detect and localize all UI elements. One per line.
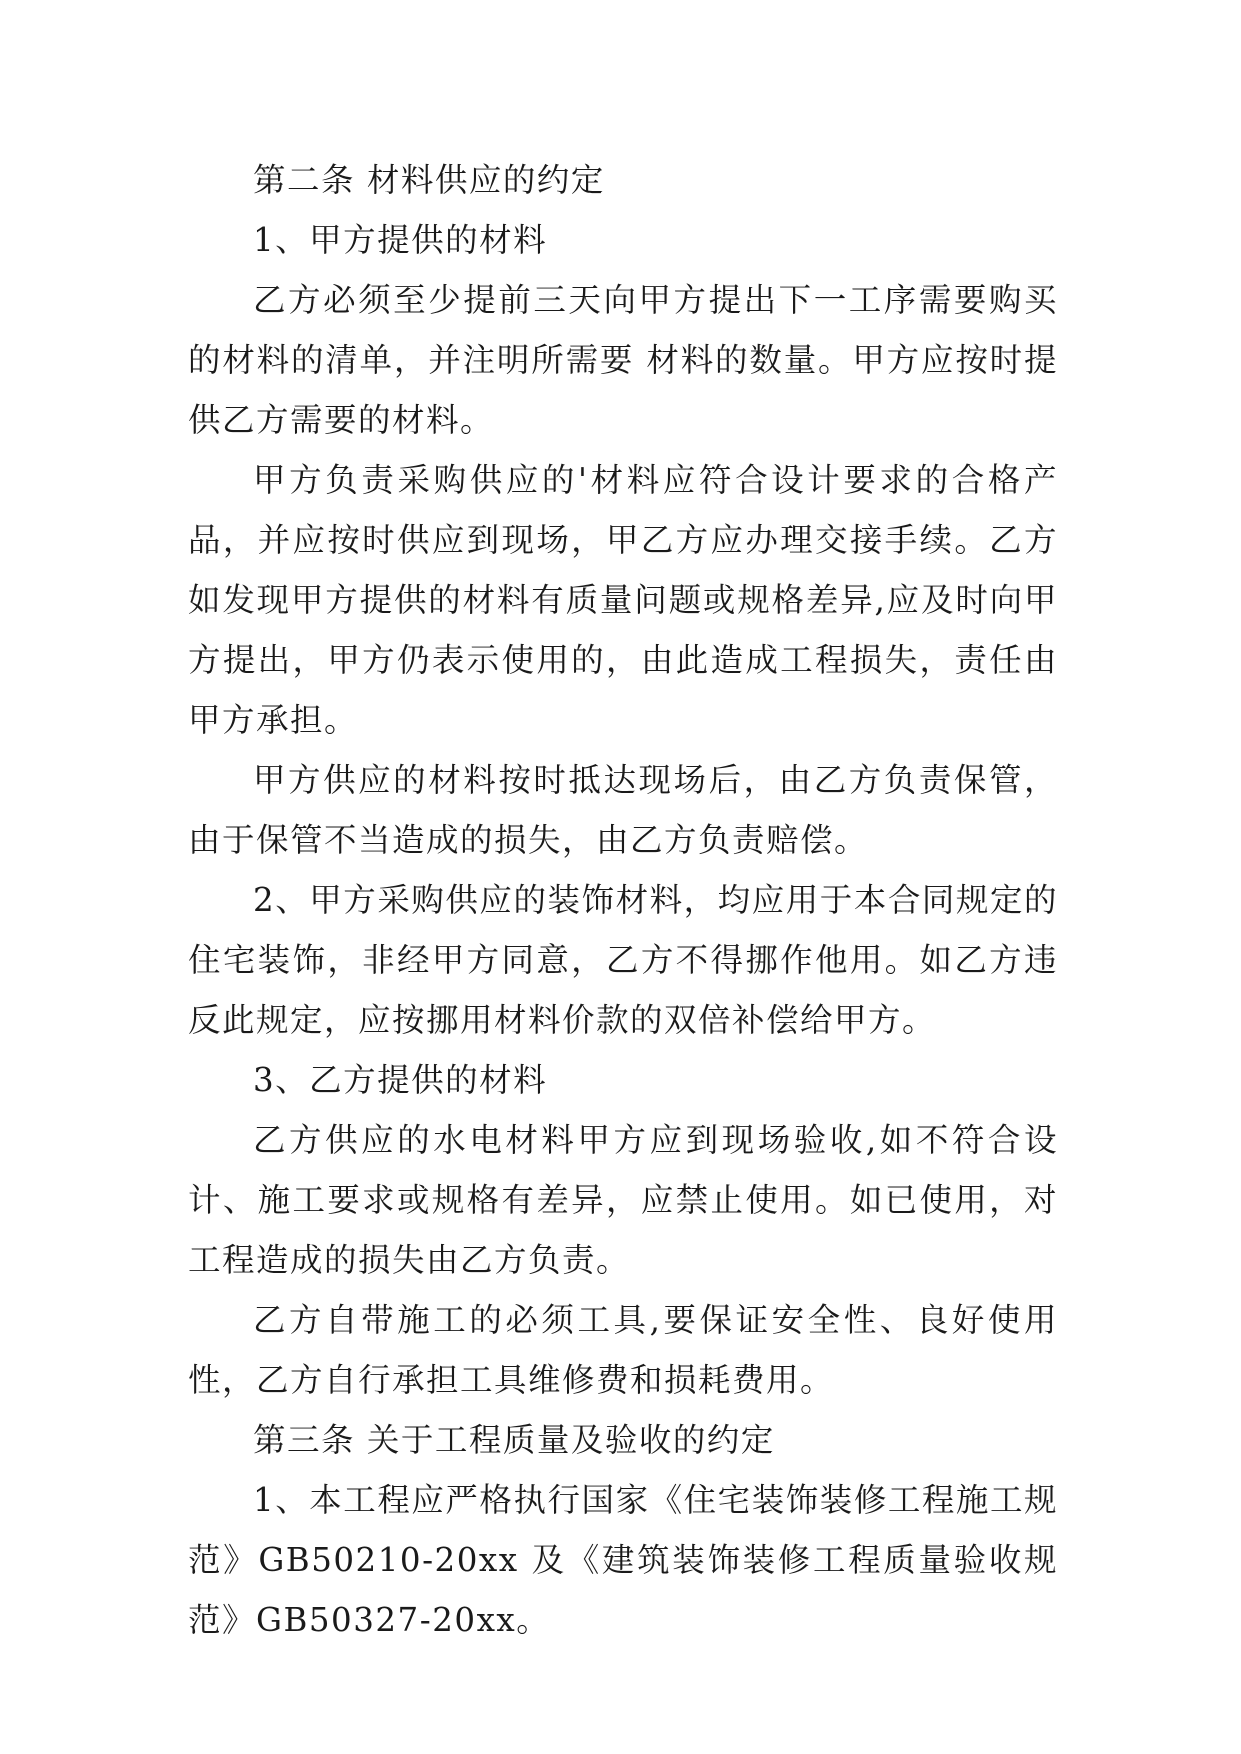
- paragraph-material-usage: 2、甲方采购供应的装饰材料，均应用于本合同规定的住宅装饰，非经甲方同意，乙方不得挪作他用。如乙方违反此规定，应按挪用材料价款的双倍补偿给甲方。: [188, 881, 1058, 1039]
- section-1-heading: 1、甲方提供的材料: [253, 221, 548, 259]
- document-body: [188, 150, 1058, 1650]
- article-2-heading: 第二条 材料供应的约定: [253, 161, 605, 199]
- paragraph-tools: 乙方自带施工的必须工具,要保证安全性、良好使用性，乙方自行承担工具维修费和损耗费用。: [188, 1301, 1058, 1399]
- article-3-heading: 第三条 关于工程质量及验收的约定: [253, 1421, 775, 1459]
- paragraph-quality-standards: 1、本工程应严格执行国家《住宅装饰装修工程施工规范》GB50210-20xx 及《建筑装饰装修工程质量验收规范》GB50327-20xx。: [188, 1481, 1058, 1639]
- paragraph-material-storage: 甲方供应的材料按时抵达现场后，由乙方负责保管，由于保管不当造成的损失，由乙方负责赔偿。: [188, 761, 1058, 859]
- section-3-heading: 3、乙方提供的材料: [253, 1061, 548, 1099]
- paragraph-utility-materials: 乙方供应的水电材料甲方应到现场验收,如不符合设计、施工要求或规格有差异，应禁止使用。如已使用，对工程造成的损失由乙方负责。: [188, 1121, 1058, 1279]
- paragraph-material-quality: 甲方负责采购供应的'材料应符合设计要求的合格产品，并应按时供应到现场，甲乙方应办理交接手续。乙方如发现甲方提供的材料有质量问题或规格差异,应及时向甲方提出，甲方仍表示使用的，由此造成工程损失，责任由甲方承担。: [188, 461, 1058, 739]
- paragraph-material-list: 乙方必须至少提前三天向甲方提出下一工序需要购买的材料的清单，并注明所需要 材料的数量。甲方应按时提供乙方需要的材料。: [188, 281, 1058, 439]
